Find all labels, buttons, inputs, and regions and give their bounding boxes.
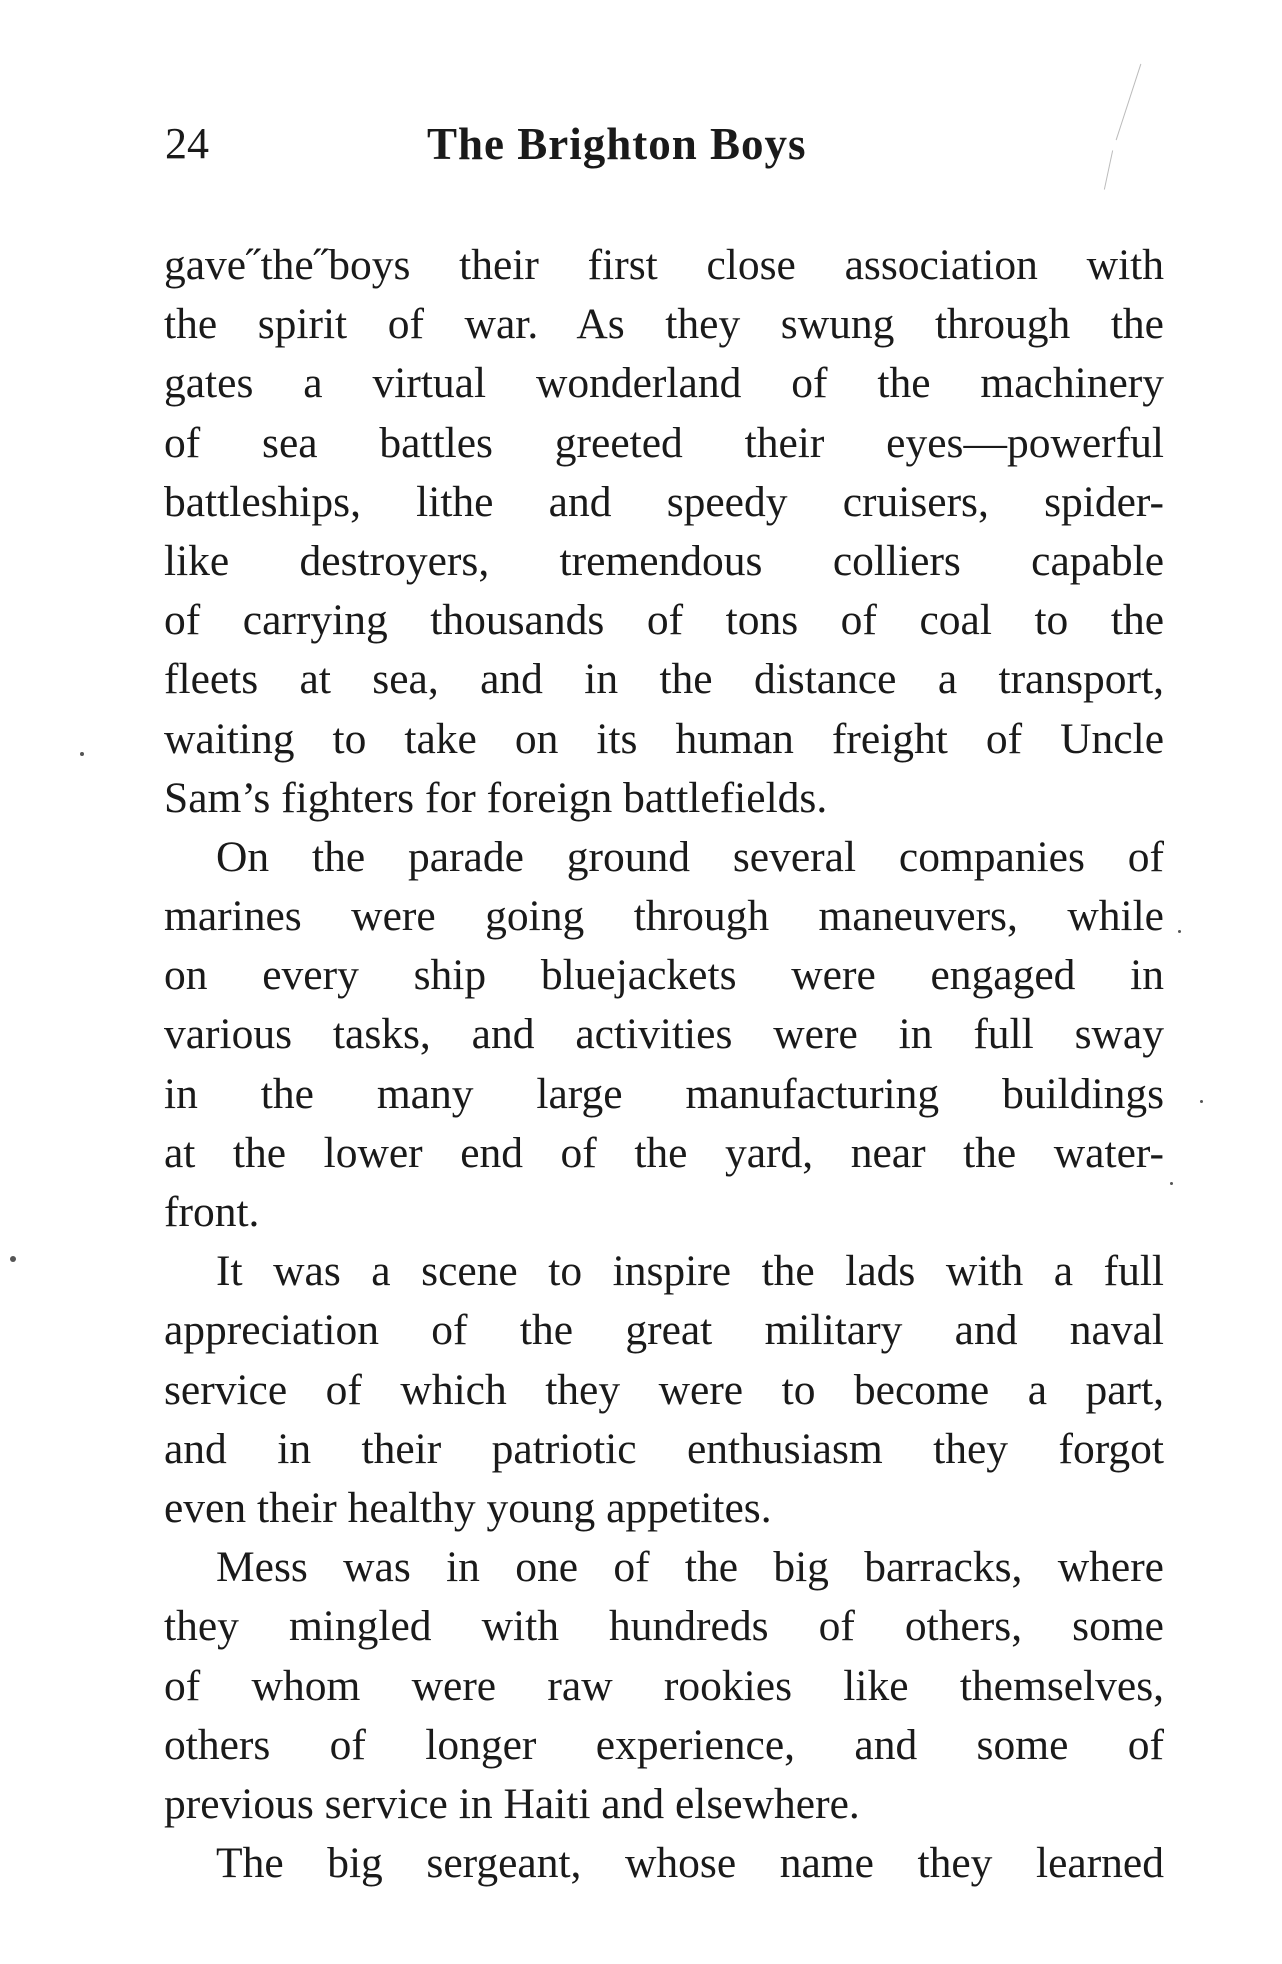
text-line: on every ship bluejackets were engaged in <box>164 951 1164 1000</box>
text-line: front. <box>164 1188 260 1236</box>
text-line: service of which they were to become a part, <box>164 1365 1164 1414</box>
text-line: previous service in Haiti and elsewhere. <box>164 1779 860 1828</box>
text-line: gave˝the˝boys their first close association with <box>164 241 1164 289</box>
text-line: at the lower end of the yard, near the water- <box>164 1128 1164 1177</box>
scan-speck <box>80 752 84 756</box>
text-line: fleets at sea, and in the distance a transport, <box>164 655 1164 704</box>
text-line: others of longer experience, and some of <box>164 1720 1164 1769</box>
text-line: waiting to take on its human freight of Uncle <box>164 714 1164 763</box>
text-line: of carrying thousands of tons of coal to the <box>164 596 1164 645</box>
text-line: appreciation of the great military and naval <box>164 1306 1164 1355</box>
scan-speck <box>1200 1100 1203 1103</box>
text-line: It was a scene to inspire the lads with a full <box>216 1247 1164 1296</box>
text-line: gates a virtual wonderland of the machinery <box>164 359 1164 408</box>
text-line: battleships, lithe and speedy cruisers, spider- <box>164 477 1164 526</box>
text-line: of whom were raw rookies like themselves, <box>164 1661 1164 1710</box>
text-line: the spirit of war. As they swung through the <box>164 300 1164 349</box>
text-line: in the many large manufacturing buildings <box>164 1069 1164 1118</box>
scan-speck <box>10 1256 16 1262</box>
text-line: The big sergeant, whose name they learned <box>216 1839 1164 1888</box>
text-line: Mess was in one of the big barracks, where <box>216 1543 1164 1592</box>
text-line: even their healthy young appetites. <box>164 1483 772 1532</box>
running-title: The Brighton Boys <box>427 119 807 169</box>
scan-speck <box>1170 1182 1173 1185</box>
text-line: they mingled with hundreds of others, some <box>164 1602 1164 1651</box>
text-line: various tasks, and activities were in full sway <box>164 1010 1164 1059</box>
text-line: Sam’s fighters for foreign battlefields. <box>164 773 828 822</box>
page-number: 24 <box>165 119 209 168</box>
running-head <box>165 118 1165 178</box>
text-line: marines were going through maneuvers, while <box>164 892 1164 941</box>
body-text <box>164 236 1164 1893</box>
text-line: On the parade ground several companies of <box>216 832 1164 881</box>
text-line: of sea battles greeted their eyes—powerful <box>164 418 1164 467</box>
scan-speck <box>1178 930 1181 933</box>
text-line: like destroyers, tremendous colliers capable <box>164 536 1164 585</box>
text-line: and in their patriotic enthusiasm they forgot <box>164 1424 1164 1473</box>
